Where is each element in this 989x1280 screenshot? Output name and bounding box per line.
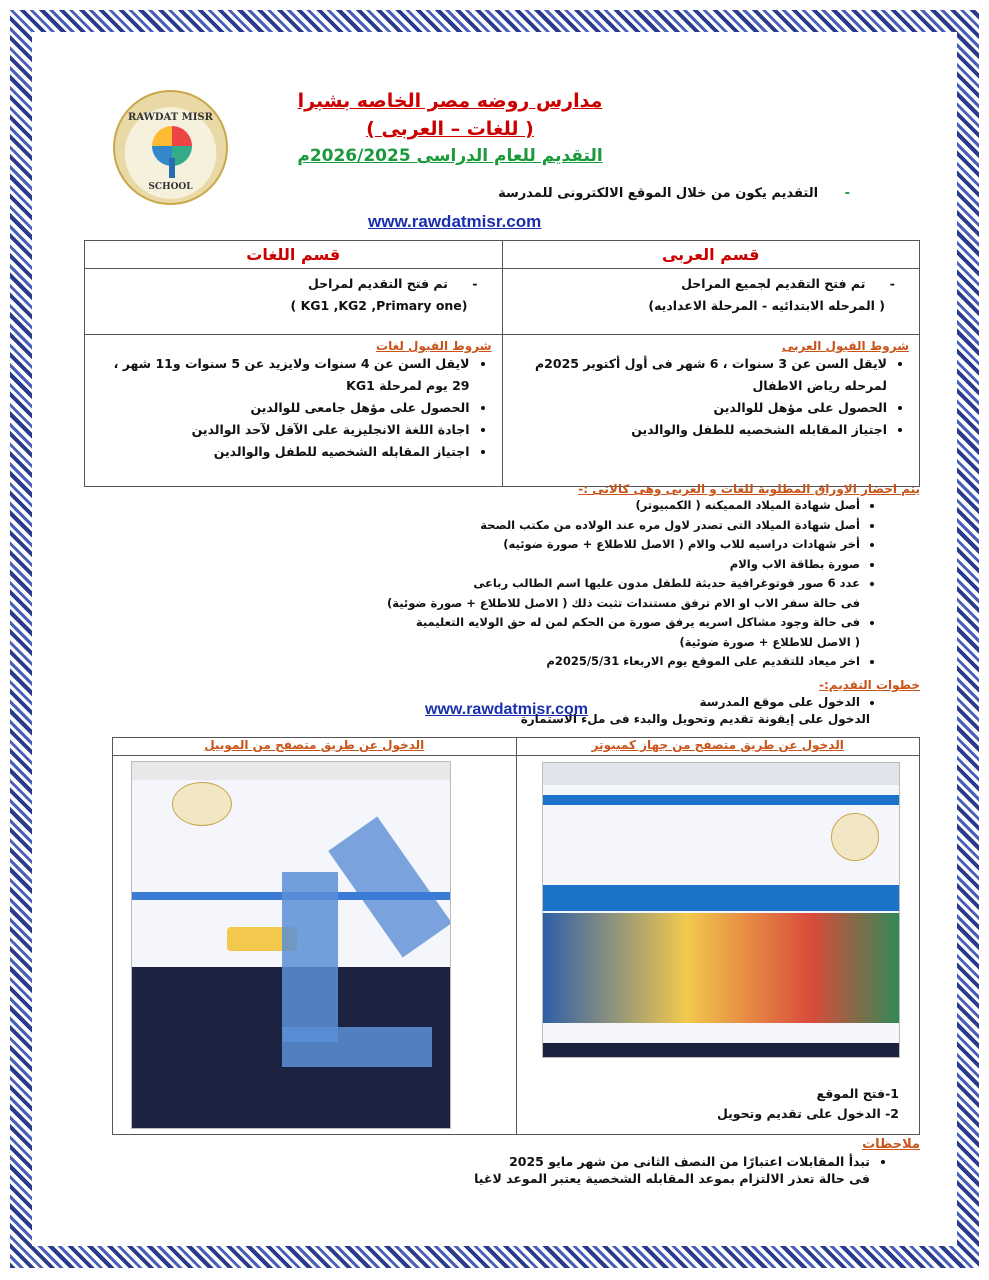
arabic-stages: ( المرحله الابتدائيه - المرحلة الاعداديه) — [648, 298, 885, 313]
deadline: • اخر ميعاد للتقديم على الموقع يوم الاربعاء 2025/5/31م — [84, 652, 860, 672]
arabic-condition: • الحصول على مؤهل للوالدين — [513, 397, 888, 419]
document-custody: • فى حالة وجود مشاكل اسريه يرفق صورة من الحكم لمن له حق الولايه التعليمية — [84, 613, 860, 633]
page-title: مدارس روضه مصر الخاصه بشبرا — [297, 90, 603, 112]
arabic-opening-cell — [502, 269, 920, 335]
computer-cell — [516, 756, 920, 1135]
step-item-text: الدخول على موقع المدرسة — [699, 695, 860, 709]
logo-top-text: RAWDAT MISR — [128, 112, 213, 123]
logo-bottom-text: SCHOOL — [148, 182, 193, 192]
languages-opening: تم فتح التقديم لمراحل — [307, 276, 448, 291]
required-documents — [84, 482, 920, 672]
page-subtitle: ( للغات – العربى ) — [366, 118, 534, 140]
intro-dash: - — [844, 186, 850, 201]
computer-step-1: 1-فتح الموقع — [816, 1086, 899, 1101]
document-custody-note: ( الاصل للاطلاع + صورة ضوئية) — [679, 634, 860, 649]
languages-condition: • الحصول على مؤهل جامعى للوالدين — [95, 397, 470, 419]
languages-condition: • لايقل السن عن 4 سنوات ولايزيد عن 5 سنوات و11 شهر ، 29 يوم لمرحلة KG1 — [95, 353, 470, 397]
languages-conditions-heading: شروط القبول لغات — [376, 339, 492, 353]
departments-table — [84, 240, 920, 487]
document-item: • أصل شهادة الميلاد المميكنه ( الكمبيوتر) — [84, 496, 860, 516]
computer-step-2: 2- الدخول على تقديم وتحويل — [716, 1106, 899, 1121]
document-item: • أخر شهادات دراسيه للاب والام ( الاصل للاطلاع + صورة ضوئيه) — [84, 535, 860, 555]
academic-year: التقديم للعام الدراسى 2026/2025م — [297, 146, 603, 166]
computer-steps — [717, 1084, 899, 1124]
steps-heading: خطوات التقديم:- — [819, 678, 920, 692]
page — [40, 40, 949, 1240]
steps-website-link[interactable]: www.rawdatmisr.com — [425, 701, 589, 718]
languages-conditions-cell — [85, 335, 503, 487]
intro-line — [240, 186, 850, 201]
languages-opening-dash: - — [472, 276, 478, 291]
mobile-screenshot — [131, 761, 451, 1129]
languages-heading: قسم اللغات — [85, 241, 503, 269]
note-line: فى حالة تعذر الالتزام بموعد المقابله الشخصية يعتبر الموعد لاغيا — [474, 1171, 870, 1186]
document-item: • صورة بطاقة الاب والام — [84, 555, 860, 575]
website-link[interactable]: www.rawdatmisr.com — [368, 212, 542, 231]
notes-heading: ملاحظات — [862, 1137, 920, 1152]
document-travel-note: فى حالة سفر الاب او الام ترفق مستندات تثبت ذلك ( الاصل للاطلاع + صورة ضوئية) — [386, 595, 860, 610]
documents-heading: يتم احضار الاوراق المطلوبة للغات و العربى وهى كالاتى :- — [578, 482, 920, 496]
languages-condition: • اجادة اللغة الانجليزية على الآقل لآحد الوالدين — [95, 419, 470, 441]
note-item: • تبدأ المقابلات اعتبارًا من النصف الثانى من شهر مايو 2025 — [84, 1152, 870, 1171]
arabic-opening-dash: - — [889, 276, 895, 291]
computer-screenshot — [542, 762, 900, 1058]
arabic-heading: قسم العربى — [502, 241, 920, 269]
arabic-conditions-cell — [502, 335, 920, 487]
languages-condition: • اجتياز المقابله الشخصيه للطفل والوالدين — [95, 441, 470, 463]
document-item: • عدد 6 صور فوتوغرافية حديثة للطفل مدون عليها اسم الطالب رباعى — [84, 574, 860, 594]
step-line: الدخول على إيقونة تقديم وتحويل والبدء فى ملء الاستمارة — [520, 712, 870, 726]
arabic-conditions-heading: شروط القبول العربى — [781, 339, 909, 353]
arabic-condition: • لايقل السن عن 3 سنوات ، 6 شهر فى أول أكتوبر 2025م لمرحله رياض الاطفال — [513, 353, 888, 397]
computer-heading: الدخول عن طريق متصفح من جهاز كمبيوتر — [516, 738, 920, 756]
school-logo — [113, 90, 228, 205]
mobile-heading: الدخول عن طريق متصفح من الموبيل — [113, 738, 517, 756]
arabic-opening: تم فتح التقديم لجميع المراحل — [681, 276, 866, 291]
arabic-condition: • اجتياز المقابله الشخصيه للطفل والوالدين — [513, 419, 888, 441]
document-item: • أصل شهادة الميلاد التى تصدر لاول مره عند الولاده من مكتب الصحة — [84, 516, 860, 536]
tree-trunk — [169, 158, 175, 178]
intro-text: التقديم يكون من خلال الموقع الالكترونى للمدرسة — [498, 186, 819, 201]
languages-stages: ( KG1 ,KG2 ,Primary one) — [290, 298, 468, 313]
screens-table — [112, 737, 920, 1135]
languages-opening-cell — [85, 269, 503, 335]
mobile-cell — [113, 756, 517, 1135]
notes-section — [84, 1137, 920, 1186]
